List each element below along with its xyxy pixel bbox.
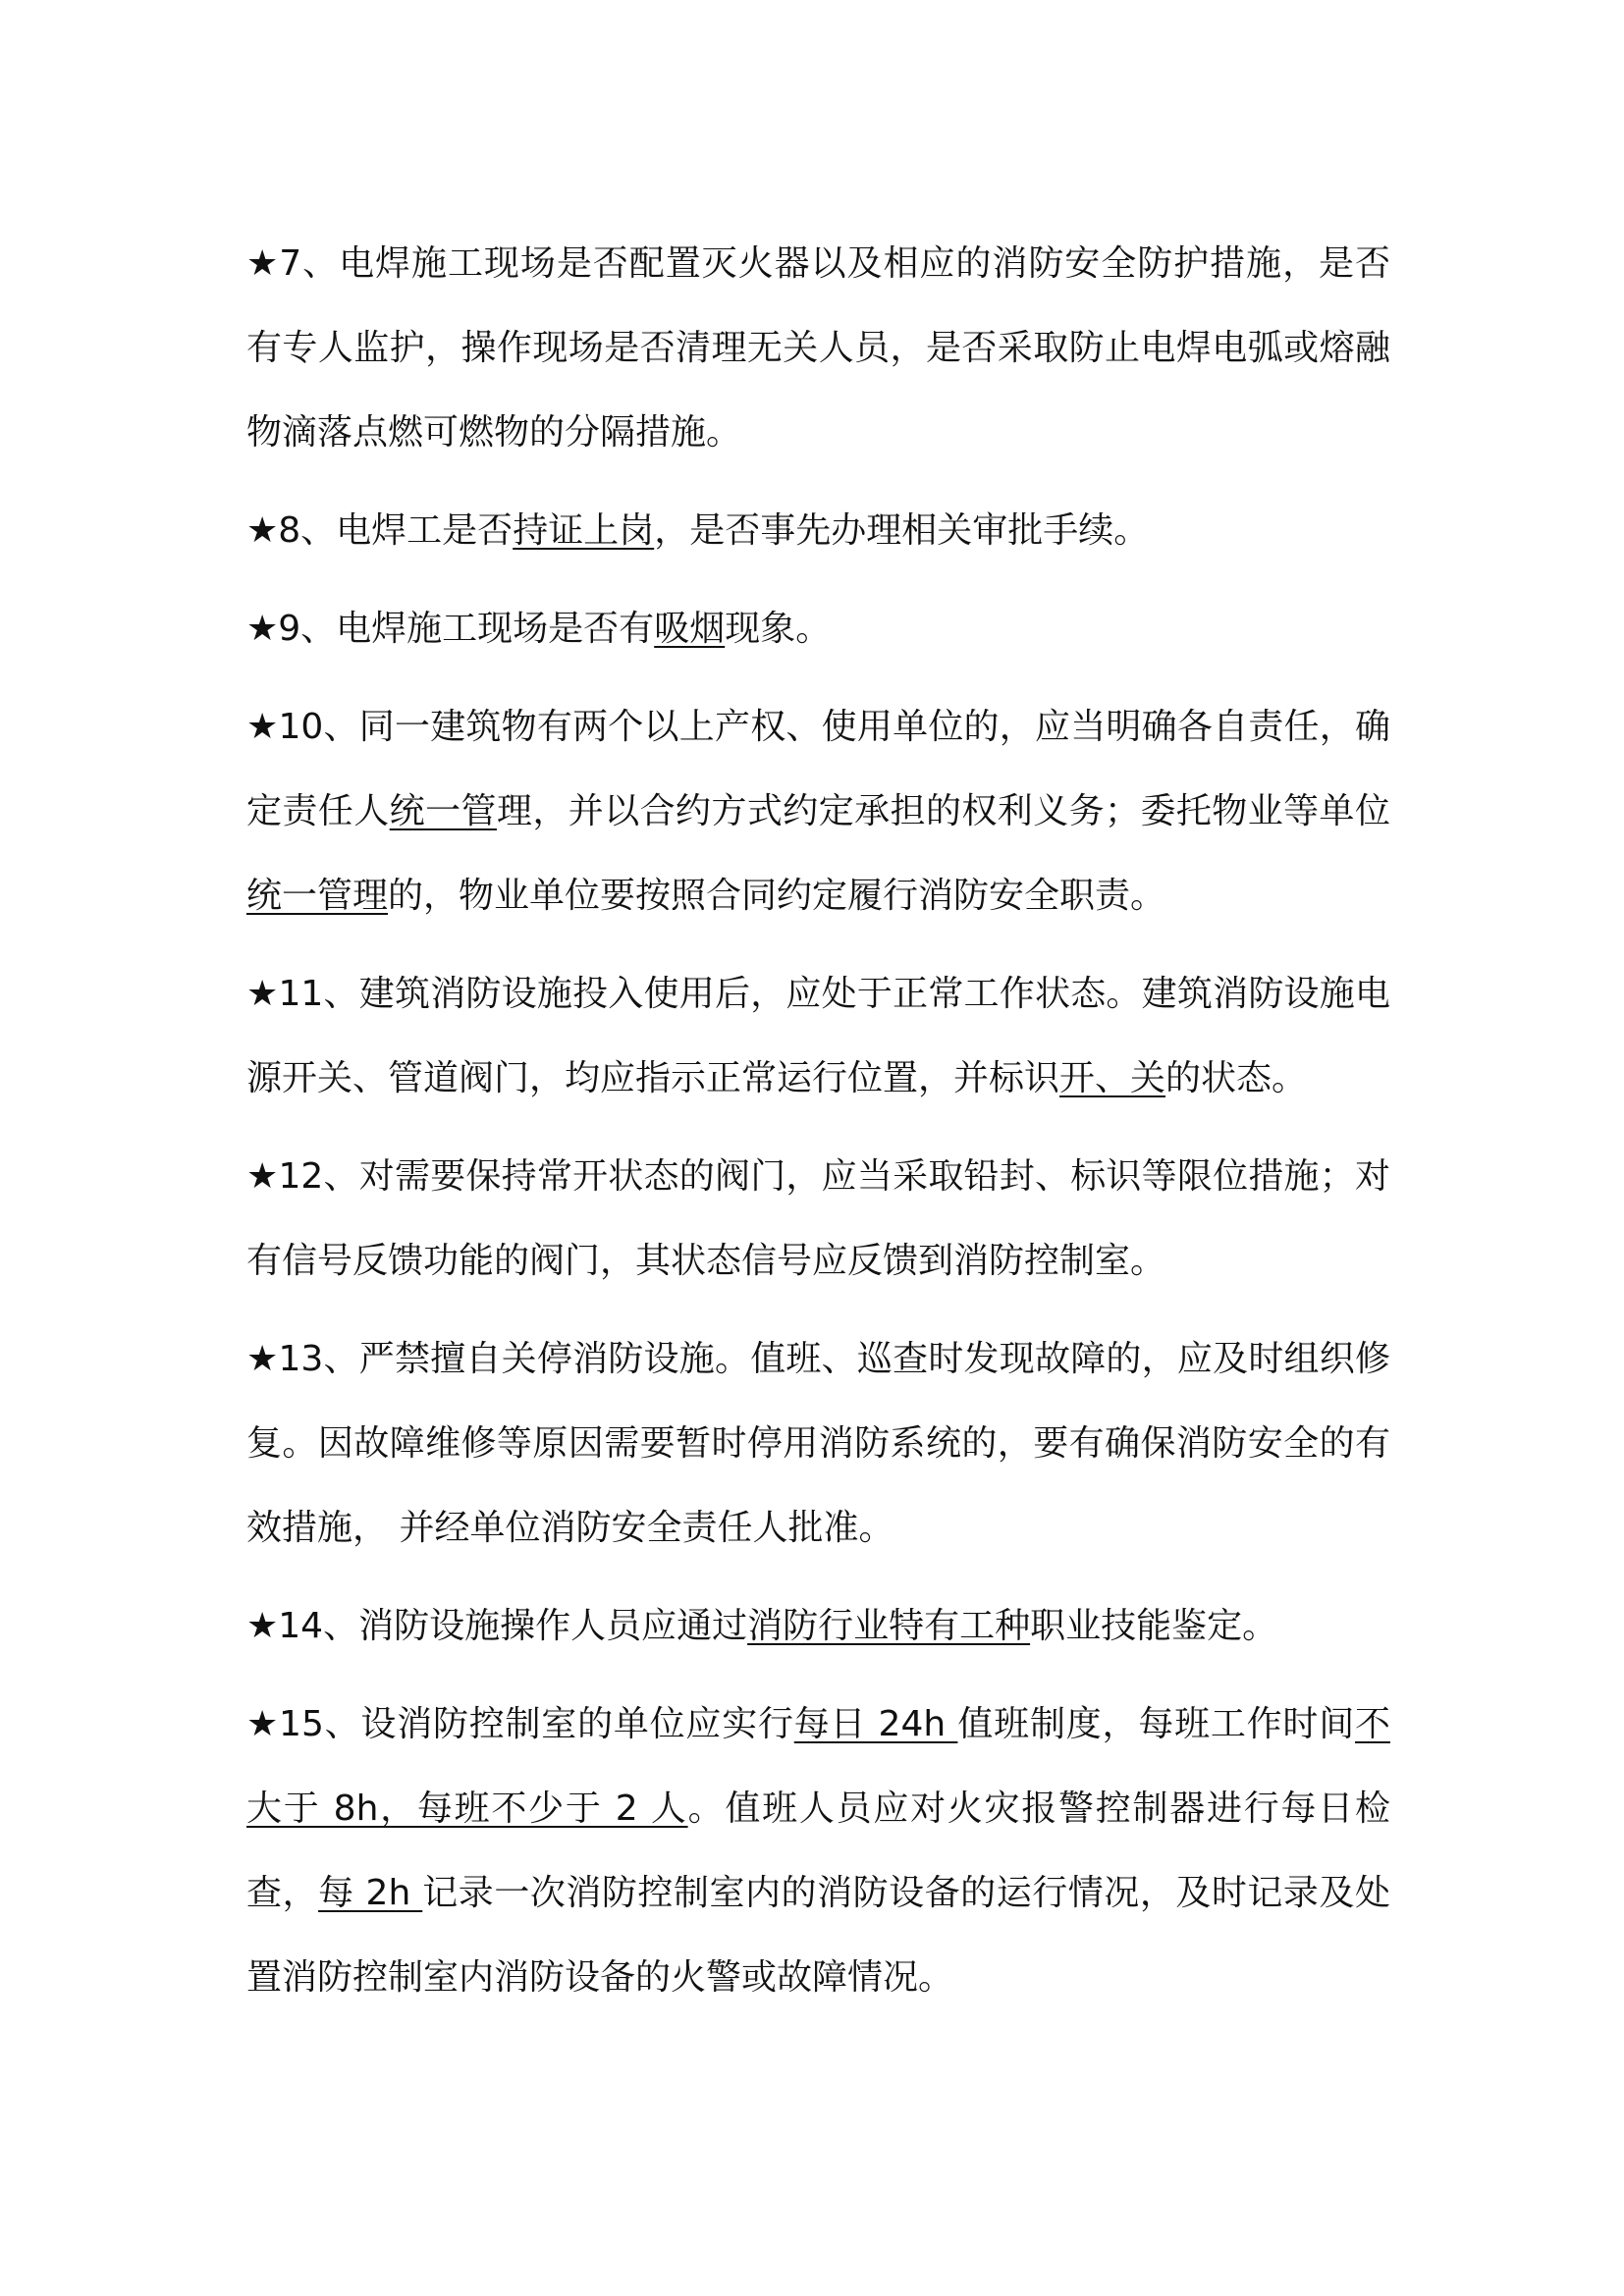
- paragraph: [246, 587, 1390, 671]
- text-segment: ★15、设消防控制室的单位应实行: [246, 1704, 794, 1744]
- text-segment: 理，并以合约方式约定承担的权利义务；委托物业等单位: [496, 791, 1390, 831]
- underlined-text: 统一管: [389, 791, 497, 831]
- paragraph: [246, 1317, 1390, 1571]
- text-segment: 。值班人员应对火灾报警控制器进行每日检查，: [246, 1789, 1390, 1913]
- text-segment: ★8、电焊工是否: [246, 510, 514, 551]
- text-segment: 现象。: [725, 609, 832, 649]
- underlined-text: 每 2h: [318, 1873, 423, 1913]
- paragraph: [246, 1682, 1390, 2020]
- paragraph: [246, 952, 1390, 1121]
- paragraph: [246, 685, 1390, 938]
- text-segment: ★9、电焊施工现场是否有: [246, 609, 655, 649]
- underlined-text: 持证上岗: [513, 510, 655, 551]
- paragraph: [246, 1584, 1390, 1669]
- text-segment: ★11、建筑消防设施投入使用后，应处于正常工作状态。建筑消防设施电源开关、管道阀门，均应指示正常运行位置，并标识: [246, 974, 1390, 1098]
- underlined-text: 统一管理: [246, 876, 389, 916]
- underlined-text: 吸烟: [654, 609, 726, 649]
- underlined-text: 消防行业特有工种: [747, 1606, 1031, 1646]
- text-segment: ★7、电焊施工现场是否配置灭火器以及相应的消防安全防护措施，是否有专人监护，操作现场是否清理无关人员，是否采取防止电焊电弧或熔融物滴落点燃可燃物的分隔措施。: [246, 243, 1390, 453]
- text-segment: ★14、消防设施操作人员应通过: [246, 1606, 748, 1646]
- paragraph: [246, 222, 1390, 475]
- text-segment: 的状态。: [1165, 1058, 1308, 1098]
- underlined-text: 开、关: [1059, 1058, 1166, 1098]
- text-segment: 值班制度，每班工作时间: [957, 1704, 1355, 1744]
- text-segment: 的，物业单位要按照合同约定履行消防安全职责。: [388, 876, 1166, 916]
- text-segment: ★13、严禁擅自关停消防设施。值班、巡查时发现故障的，应及时组织修复。因故障维修等原因需要暂时停用消防系统的，要有确保消防安全的有效措施， 并经单位消防安全责任人批准。: [246, 1339, 1390, 1548]
- document-page: [246, 222, 1390, 2034]
- underlined-text: 不大于 8h，每班不少于 2 人: [246, 1704, 1390, 1829]
- paragraph: [246, 489, 1390, 573]
- underlined-text: 每日 24h: [793, 1704, 958, 1744]
- text-segment: ★10、同一建筑物有两个以上产权、使用单位的，应当明确各自责任，确定责任人: [246, 707, 1390, 831]
- text-segment: ，是否事先办理相关审批手续。: [654, 510, 1150, 551]
- text-segment: 记录一次消防控制室内的消防设备的运行情况，及时记录及处置消防控制室内消防设备的火警或故障情况。: [246, 1873, 1390, 1998]
- paragraph: [246, 1135, 1390, 1304]
- text-segment: ★12、对需要保持常开状态的阀门，应当采取铅封、标识等限位措施；对有信号反馈功能的阀门，其状态信号应反馈到消防控制室。: [246, 1156, 1390, 1281]
- text-segment: 职业技能鉴定。: [1030, 1606, 1278, 1646]
